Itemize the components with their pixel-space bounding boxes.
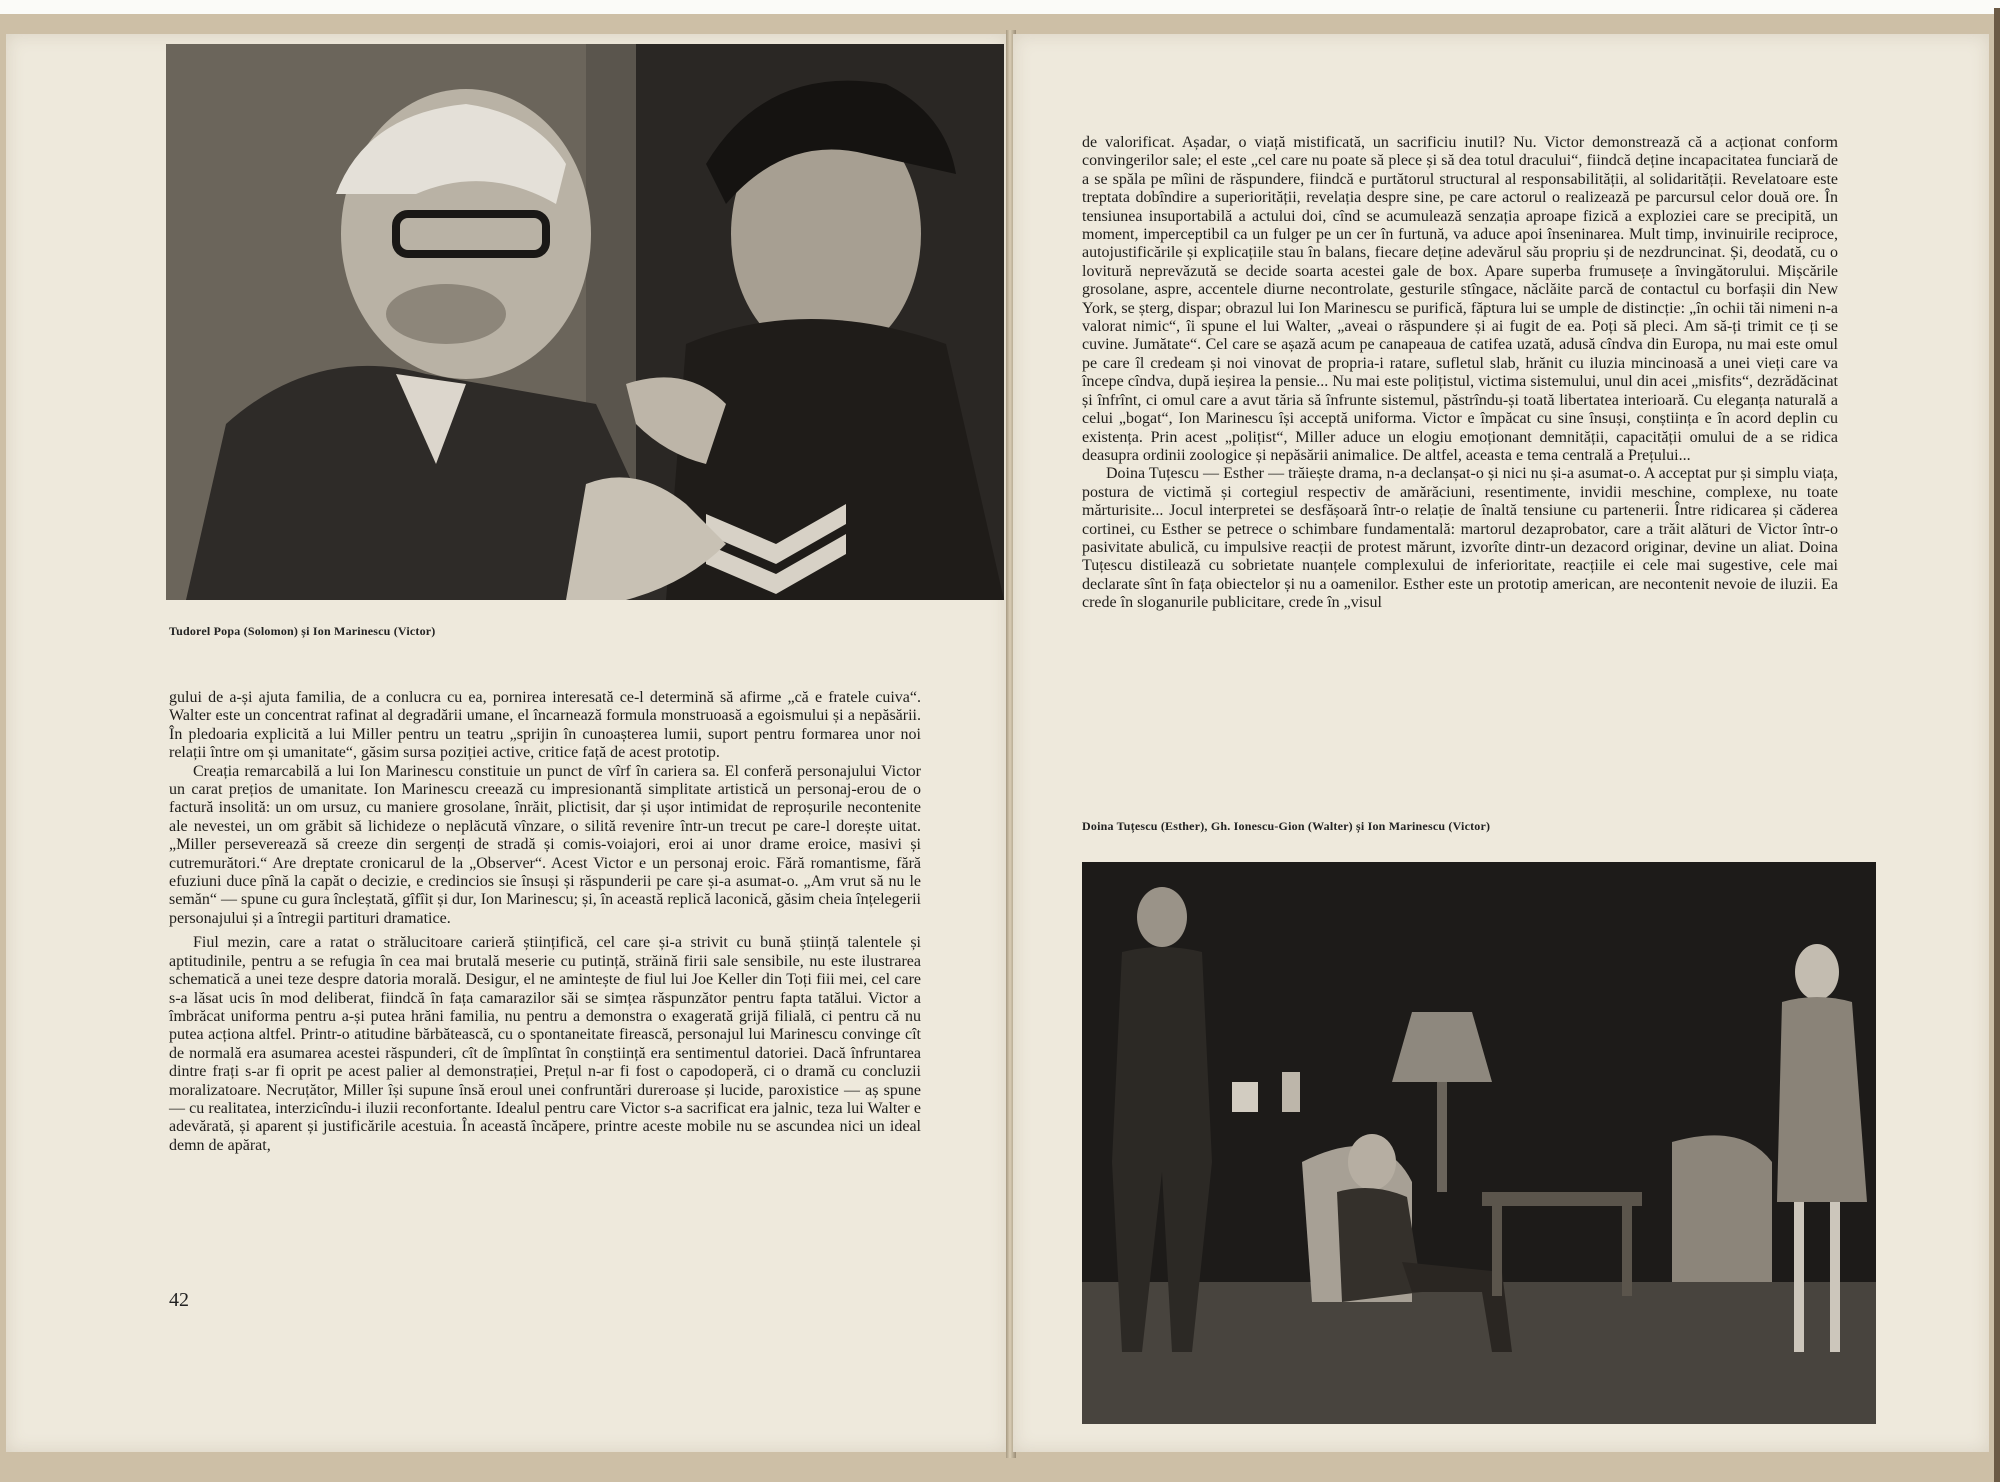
paragraph: Creația remarcabilă a lui Ion Marinescu constituie un punct de vîrf în cariera sa. El conferă personajului Victor un carat prețios de umanitate. Ion Marinescu creează cu impresionantă simplitate artistică un personaj-erou de o factură insolită: un om ursuz, cu maniere grosolane, înrăit, plictisit, dar și ușor intimidat de reproșurile necontenite ale nevestei, un om grăbit să lichideze o neplăcută vînzare, o silită revenire într-un trecut pe care-l dorește uitat. „Miller perseverează să creeze din sergenți de stradă și comis-voiajori, eroi ai unor drame eroice, masivi și cutremurători.“ Are dreptate cronicarul de la „Observer“. Acest Victor e un personaj eroic. Fără romantisme, fără efuziuni duce pînă la capăt o decizie, e credincios sie însuși și răspunderii pe care și-a asumat-o. „Am vrut să nu le semăn“ — spune cu gura încleștată, gîfîit și dur, Ion Marinescu; și, în această replică laconică, găsim cheia înțelegerii personajului și a întregii partituri dramatice. (169, 762, 921, 927)
paragraph: gului de a-și ajuta familia, de a conlucra cu ea, pornirea interesată ce-l determină să afirme „că e fratele cuiva“. Walter este un concentrat rafinat al degradării umane, el încarnează formula monstruoasă a egoismului și a nepăsării. În pledoaria explicită a lui Miller pentru un teatru „sprijin în cunoașterea lumii, suport pentru formarea unor noi relații între om și umanitate“, găsim sursa poziției active, critice față de acest prototip. (169, 689, 921, 762)
paragraph: de valorificat. Așadar, o viață mistificată, un sacrificiu inutil? Nu. Victor demonstrează că a acționat conform convingerilor sale; el este „cel care nu poate să plece și să dea totul dracului“, fiindcă deține incapacitatea funciară de a se spăla pe mîini de răspundere, fiindcă e purtătorul structural al responsabilității, al solidarității. Revelatoare este treptata dobîndire a superiorității, revelația despre sine, pe care actorul o realizează pe parcursul celor două ore. În tensiunea insuportabilă a actului doi, cînd se acumulează senzația aproape fizică a exploziei care se precipită, un moment, imperceptibil ca un fulger pe un cer în furtună, va aduce apoi înseninarea. Mult timp, invinuirile reciproce, autojustificările și explicațiile stau în balans, fiecare deține adevărul său propriu și de nezdruncinat. Și, deodată, cu o lovitură neprevăzută se decide soarta acestei gale de box. Apare superba frumusețe a învingătorului. Mișcările grosolane, aspre, accentele diurne necontrolate, gesturile stîngace, năclăite parcă de contactul cu borfașii din New York, se șterg, dispar; obrazul lui Ion Marinescu se purifică, făptura lui se umple de distincție: „în ochii tăi nimeni n-a valorat nimic“, îi spune el lui Walter, „aveai o răspundere și ai fugit de ea. Poți să pleci. Am să-ți trimit ce ți se cuvine. Jumătate“. Cel care se așază acum pe canapeaua de catifea uzată, adusă cîndva din Europa, nu mai este omul pe care îl credeam și noi vinovat de propria-i ratare, sufletul slab, hrănit cu iluzia mincinoasă a unei vieți care va începe cîndva, după ieșirea la pensie... Nu mai este polițistul, victima sistemului, unul din acei „misfits“, dezrădăcinat și înfrînt, ci omul care a avut tăria să înfrunte sistemul, păstrîndu-și toată libertatea interioară. Cu eleganța naturală a celui „bogat“, Ion Marinescu își acceptă uniforma. Victor e împăcat cu sine însuși, conștiința e în acord deplin cu existența. Prin acest „polițist“, Miller aduce un elogiu emoționant demnității, capacității omului de a se ridica deasupra ordinii zoologice și nepăsării animalice. De altfel, aceasta e tema centrală a Prețului... (1082, 134, 1838, 464)
photo-stage-scene-image (1082, 862, 1876, 1424)
photo-caption-left: Tudorel Popa (Solomon) și Ion Marinescu (Victor) (169, 624, 436, 638)
scanner-top-edge (0, 0, 2000, 14)
paragraph: Fiul mezin, care a ratat o strălucitoare carieră științifică, cel care și-a strivit cu bună știință talentele și aptitudinile, pentru a se refugia în cea mai brutală meserie cu putință, străină firii sale sensibile, nu este ilustrarea schematică a unei teze despre datoria morală. Desigur, el ne amintește de fiul lui Joe Keller din Toți fiii mei, cel care s-a lăsat ucis în mod deliberat, fiindcă în fața camarazilor săi se simțea răspunzător pentru fapta tatălui. Victor a îmbrăcat uniforma pentru a-și putea hrăni familia, nu pentru a demonstra o exagerată grijă filială, ci pentru că nu putea acționa altfel. Printr-o atitudine bărbătească, cu o spontaneitate firească, personajul lui Marinescu convinge cît de normală era asumarea acestei răspunderi, cît de împlîntat în conștiință era sentimentul datoriei. Dacă înfruntarea dintre frați s-ar fi oprit pe acest palier al demonstrației, Prețul n-ar fi fost o capodoperă, ci o dramă cu concluzii moralizatoare. Necruțător, Miller își supune însă eroul unei confruntări dureroase și lucide, paroxistice — aș spune — cu realitatea, interzicîndu-i iluzii reconfortante. Idealul pentru care Victor s-a sacrificat era jalnic, teza lui Walter e adevărată, și aparent și justificările acestuia. În această încăpere, printre aceste mobile nu se ascundea nici un ideal demn de apărat, (169, 934, 921, 1154)
photo-caption-right: Doina Tuțescu (Esther), Gh. Ionescu-Gion (Walter) și Ion Marinescu (Victor) (1082, 819, 1491, 833)
right-page-body-text (1082, 134, 1838, 613)
paragraph: Doina Tuțescu — Esther — trăiește drama, n-a declanșat-o și nici nu și-a asumat-o. A acceptat pur și simplu viața, postura de victimă și cortegiul respectiv de amărăciuni, resentimente, invidii meschine, complexe, nu toate mărturisite... Jocul interpretei se desfășoară într-o relație de înaltă tensiune cu partenerii. Între ridicarea și căderea cortinei, cu Esther se petrece o schimbare fundamentală: martorul dezaprobator, care a trăit alături de Victor într-o pasivitate abulică, cu impulsive reacții de protest mărunt, izvorîte dintr-un dezacord originar, devine un aliat. Doina Tuțescu distilează cu sobrietate nuanțele complexului de inferioritate, reacțiile ei cele mai sugestive, cele mai declarate sînt în fața obiectelor și nu a oamenilor. Esther este un prototip american, are necontenit nevoie de iluzii. Ea crede în sloganurile publicitare, crede în „visul (1082, 465, 1838, 612)
book-cover-edge (1994, 8, 2000, 1482)
photo-stage-scene (1082, 862, 1876, 1424)
left-page (6, 34, 1009, 1452)
page-number: 42 (169, 1289, 189, 1311)
right-page (1013, 34, 1989, 1452)
photo-solomon-victor (166, 44, 1004, 600)
left-page-body-text (169, 689, 921, 1155)
photo-solomon-victor-image (166, 44, 1004, 600)
